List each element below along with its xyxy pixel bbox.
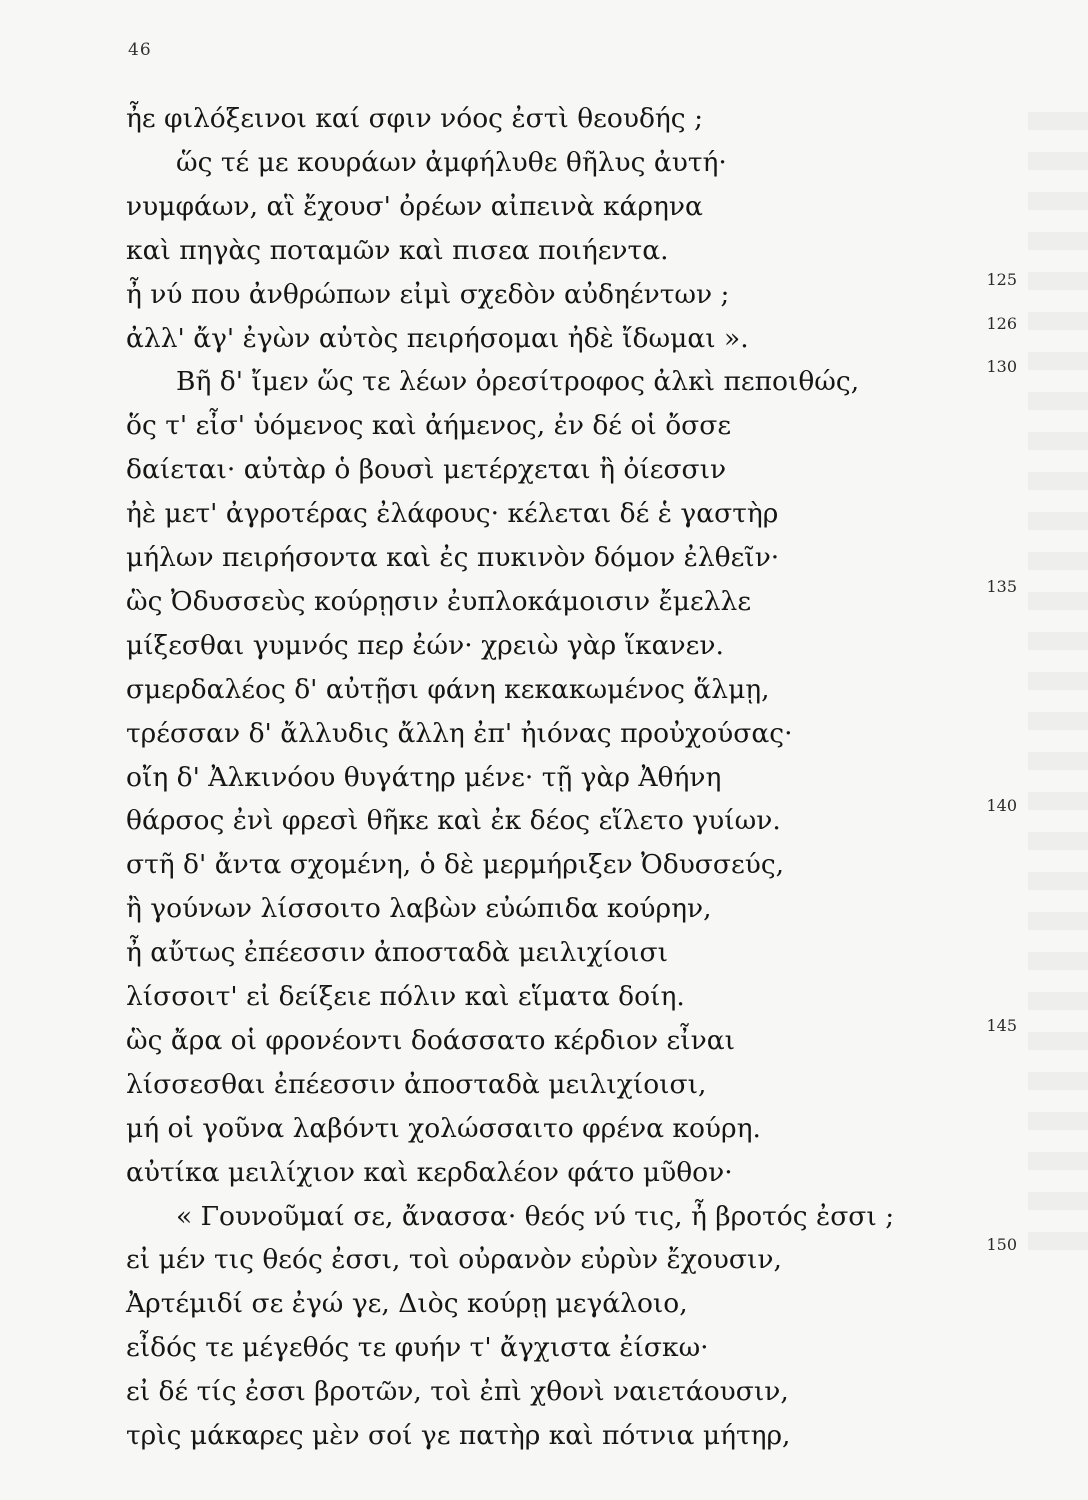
verse-text: ὣς Ὀδυσσεὺς κούρῃσιν ἐυπλοκάμοισιν ἔμελλε xyxy=(126,585,752,617)
verse-line xyxy=(0,1235,1088,1282)
verse-text: σμερδαλέος δ' αὐτῇσι φάνη κεκακωμένος ἅλμῃ, xyxy=(126,673,770,705)
verse-line xyxy=(0,357,1088,404)
verse-line xyxy=(0,1195,1088,1239)
verse-line xyxy=(0,492,1088,536)
verse-line xyxy=(0,756,1088,800)
verse-text: δαίεται· αὐτὰρ ὁ βουσὶ μετέρχεται ἢ ὀίεσσιν xyxy=(126,454,727,486)
verse-line xyxy=(0,229,1088,273)
verse-text: τρέσσαν δ' ἄλλυδις ἄλλη ἐπ' ἠιόνας προὐχούσας· xyxy=(126,717,793,749)
verse-line xyxy=(0,1326,1088,1370)
verse-line xyxy=(0,712,1088,756)
verse-line xyxy=(0,624,1088,668)
verse-line xyxy=(0,313,1088,361)
verse-line xyxy=(0,141,1088,185)
verse-text: ἠὲ μετ' ἀγροτέρας ἐλάφους· κέλεται δέ ἑ γαστὴρ xyxy=(126,498,779,530)
line-number: 126 xyxy=(986,313,1017,333)
line-number: 135 xyxy=(986,576,1017,596)
verse-text: τρὶς μάκαρες μὲν σοί γε πατὴρ καὶ πότνια μήτηρ, xyxy=(126,1420,791,1451)
verse-line xyxy=(0,668,1088,712)
verse-text: Βῆ δ' ἴμεν ὥς τε λέων ὀρεσίτροφος ἀλκὶ πεποιθώς, xyxy=(176,366,860,398)
verse-text: ἦε φιλόξεινοι καί σφιν νόος ἐστὶ θεουδής ; xyxy=(126,103,703,134)
verse-text: θάρσος ἐνὶ φρεσὶ θῆκε καὶ ἐκ δέος εἵλετο γυίων. xyxy=(126,805,781,837)
verse-line xyxy=(0,185,1088,229)
verse-text: ἦ αὔτως ἐπέεσσιν ἀποσταδὰ μειλιχίοισι xyxy=(126,937,669,969)
verse-line xyxy=(0,1414,1088,1458)
verse-text: ἢ γούνων λίσσοιτο λαβὼν εὐώπιδα κούρην, xyxy=(126,893,712,925)
verse-line xyxy=(0,536,1088,580)
verse-line xyxy=(0,975,1088,1019)
verse-text: ὥς τέ με κουράων ἀμφήλυθε θῆλυς ἀυτή· xyxy=(176,146,727,178)
verse-line xyxy=(0,448,1088,492)
verse-line xyxy=(0,1370,1088,1414)
verse-line xyxy=(0,1282,1088,1326)
line-number: 150 xyxy=(986,1235,1017,1255)
verse-text: οἴη δ' Ἀλκινόου θυγάτηρ μένε· τῇ γὰρ Ἀθήνη xyxy=(126,761,722,793)
verse-line xyxy=(0,843,1088,887)
verse-line xyxy=(0,576,1088,624)
verse-text: ἀλλ' ἄγ' ἐγὼν αὐτὸς πειρήσομαι ἠδὲ ἴδωμαι ». xyxy=(126,322,749,354)
verse-text: « Γουνοῦμαί σε, ἄνασσα· θεός νύ τις, ἦ βροτός ἐσσι ; xyxy=(176,1200,895,1232)
verse-text: Ἀρτέμιδί σε ἐγώ γε, Διὸς κούρῃ μεγάλοιο, xyxy=(126,1288,688,1320)
verse-text: αὐτίκα μειλίχιον καὶ κερδαλέον φάτο μῦθον· xyxy=(126,1156,733,1188)
verse-line xyxy=(0,1107,1088,1151)
verse-text: εἰ δέ τίς ἐσσι βροτῶν, τοὶ ἐπὶ χθονὶ ναιετάουσιν, xyxy=(126,1376,789,1408)
verse-text: ὅς τ' εἶσ' ὑόμενος καὶ ἀήμενος, ἐν δέ οἱ ὄσσε xyxy=(126,410,732,442)
verse-text: λίσσοιτ' εἰ δείξειε πόλιν καὶ εἵματα δοίη. xyxy=(126,981,685,1012)
line-number: 125 xyxy=(986,269,1017,289)
verse-line xyxy=(0,796,1088,843)
verse-text: ὣς ἄρα οἱ φρονέοντι δοάσσατο κέρδιον εἶναι xyxy=(126,1024,736,1056)
verse-text: λίσσεσθαι ἐπέεσσιν ἀποσταδὰ μειλιχίοισι, xyxy=(126,1068,707,1100)
verse-text: εἰ μέν τις θεός ἐσσι, τοὶ οὐρανὸν εὐρὺν ἔχουσιν, xyxy=(126,1244,782,1276)
verse-text: στῆ δ' ἄντα σχομένη, ὁ δὲ μερμήριξεν Ὀδυσσεύς, xyxy=(126,849,785,881)
line-number: 145 xyxy=(986,1015,1017,1035)
line-number: 130 xyxy=(986,357,1017,377)
verse-text: ἦ νύ που ἀνθρώπων εἰμὶ σχεδὸν αὐδηέντων ; xyxy=(126,278,730,310)
verse-line xyxy=(0,269,1088,317)
verse-text: μήλων πειρήσοντα καὶ ἐς πυκινὸν δόμον ἐλθεῖν· xyxy=(126,542,780,573)
line-number: 140 xyxy=(986,796,1017,816)
verse-line xyxy=(0,1151,1088,1195)
verse-text: μίξεσθαι γυμνός περ ἐών· χρειὼ γὰρ ἵκανεν. xyxy=(126,629,724,661)
verse-text: μή οἱ γοῦνα λαβόντι χολώσσαιτο φρένα κούρη. xyxy=(126,1112,761,1144)
verse-text: νυμφάων, αἳ ἔχουσ' ὀρέων αἰπεινὰ κάρηνα xyxy=(126,190,703,222)
verse-line xyxy=(0,1015,1088,1063)
verse-text: καὶ πηγὰς ποταμῶν καὶ πισεα ποιήεντα. xyxy=(126,234,669,266)
verse-text: εἶδός τε μέγεθός τε φυήν τ' ἄγχιστα ἐίσκω· xyxy=(126,1332,709,1364)
verse-line xyxy=(0,1063,1088,1107)
verse-line xyxy=(0,97,1088,141)
verse-line xyxy=(0,931,1088,975)
verse-line xyxy=(0,887,1088,931)
page-number: 46 xyxy=(128,40,152,60)
verse-line xyxy=(0,404,1088,448)
